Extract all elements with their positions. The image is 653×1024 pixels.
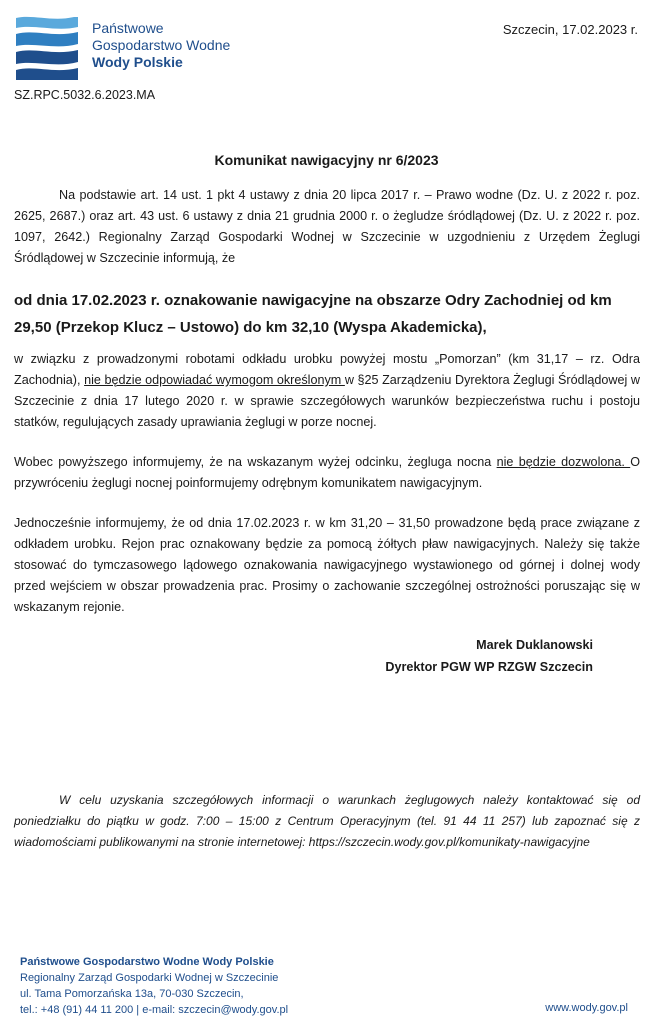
org-line-2: Gospodarstwo Wodne	[92, 37, 231, 53]
document-date: Szczecin, 17.02.2023 r.	[502, 22, 638, 37]
intro-paragraph: Na podstawie art. 14 ust. 1 pkt 4 ustawy z dnia 20 lipca 2017 r. – Prawo wodne (Dz. U. z 2022 r. poz. 2625, 2687.) oraz art. 43 ust. 6 ustawy z dnia 21 grudnia 2000 r. o żegludze śródlądowej (Dz. U. z 2022 r. poz. 1097, 2642.) Regionalny Zarząd Gospodarki Wodnej w Szczecinie w uzgodnieniu z Urzędem Żeglugi Śródlądowej w Szczecinie informują, że	[14, 188, 640, 265]
wody-polskie-logo-icon	[12, 14, 84, 84]
footer-line-3: ul. Tama Pomorzańska 13a, 70-030 Szczecin,	[20, 988, 244, 1000]
footer-line-1: Państwowe Gospodarstwo Wodne Wody Polskie	[20, 956, 274, 968]
footer-line-2: Regionalny Zarząd Gospodarki Wodnej w Szczecinie	[20, 972, 279, 984]
paragraph-1-underlined: nie będzie odpowiadać wymogom określonym	[84, 373, 345, 387]
contact-info-note: W celu uzyskania szczegółowych informacji o warunkach żeglugowych należy kontaktować się od poniedziałku do piątku w godz. 7:00 – 15:00 z Centrum Operacyjnym (tel. 91 44 11 257) lub zapoznać się z wiadomościami publikowanymi na stronie internetowej: https://szczecin.wody.gov.pl/komunikaty-nawigacyjne	[14, 793, 640, 849]
footer-line-4: tel.: +48 (91) 44 11 200 | e-mail: szczecin@wody.gov.pl	[20, 1004, 289, 1016]
lead-statement: od dnia 17.02.2023 r. oznakowanie nawigacyjne na obszarze Odry Zachodniej od km 29,50 (Przekop Klucz – Ustowo) do km 32,10 (Wyspa Akademicka),	[14, 292, 612, 336]
org-line-1: Państwowe	[92, 20, 164, 36]
document-title: Komunikat nawigacyjny nr 6/2023	[214, 152, 439, 168]
paragraph-2-underlined: nie będzie dozwolona.	[496, 455, 631, 469]
paragraph-2-text-a: Wobec powyższego informujemy, że na wskazanym wyżej odcinku, żegluga nocna	[14, 455, 497, 469]
footer-website-link[interactable]: www.wody.gov.pl	[545, 1002, 628, 1014]
org-line-3: Wody Polskie	[92, 54, 183, 70]
footer-address	[20, 954, 288, 1018]
paragraph-1	[14, 349, 640, 433]
reference-number: SZ.RPC.5032.6.2023.MA	[14, 88, 156, 102]
signature-block	[385, 634, 593, 678]
signatory-name: Marek Duklanowski	[476, 638, 593, 652]
signatory-position: Dyrektor PGW WP RZGW Szczecin	[385, 660, 593, 674]
paragraph-2-text-b: O przywróceniu żeglugi nocnej poinformujemy odrębnym komunikatem nawigacyjnym.	[14, 455, 640, 490]
paragraph-3: Jednocześnie informujemy, że od dnia 17.02.2023 r. w km 31,20 – 31,50 prowadzone będą prace związane z odkładem urobku. Rejon prac oznakowany będzie za pomocą żółtych pław nawigacyjnych. Należy się także stosować do tymczasowego lądowego oznakowania nawigacyjnego wystawionego od górnej i dolnej wody przed wejściem w obszar prowadzenia prac. Prosimy o zachowanie szczególnej ostrożności poruszając się w wskazanym rejonie.	[14, 516, 640, 614]
paragraph-1-text-b: w §25 Zarządzeniu Dyrektora Żeglugi Śródlądowej w Szczecinie z dnia 17 lutego 2020 r. w sprawie szczegółowych warunków bezpieczeństwa ruchu i postoju statków, regulujących zasady uprawiania żeglugi w porze nocnej.	[14, 373, 640, 429]
paragraph-2	[14, 452, 640, 494]
paragraph-1-text-a: w związku z prowadzonymi robotami odkładu urobku powyżej mostu „Pomorzan” (km 31,17 – rz. Odra Zachodnia),	[14, 352, 640, 387]
organization-name	[92, 20, 230, 71]
